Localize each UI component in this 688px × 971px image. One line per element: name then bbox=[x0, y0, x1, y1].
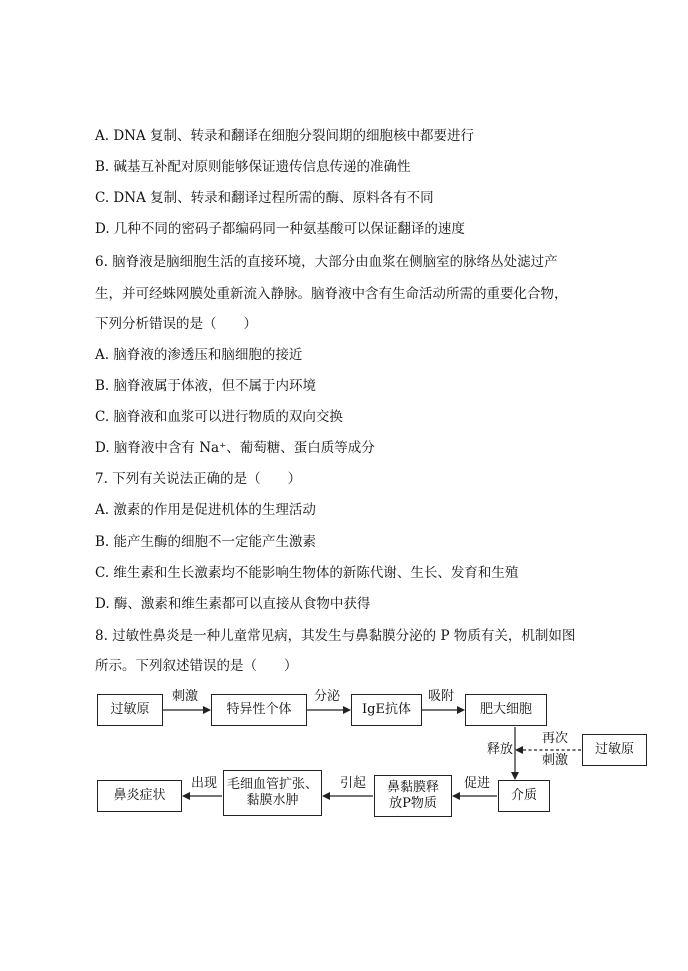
label-stimulate: 刺激 bbox=[172, 689, 199, 704]
option-6b: B. 脑脊液属于体液，但不属于内环境 bbox=[95, 378, 317, 394]
question-6-line-1: 6. 脑脊液是脑细胞生活的直接环境，大部分由血浆在侧脑室的脉络丛处滤过产 bbox=[95, 254, 558, 270]
box-ige-antibody-label: IgE抗体 bbox=[362, 702, 411, 717]
label-secrete: 分泌 bbox=[314, 689, 341, 704]
question-8-line-2: 所示。下列叙述错误的是（ ） bbox=[95, 658, 298, 674]
box-rhinitis-symptoms-label: 鼻炎症状 bbox=[113, 788, 166, 803]
label-appear: 出现 bbox=[191, 776, 218, 791]
label-release: 释放 bbox=[487, 742, 514, 757]
option-5c: C. DNA 复制、转录和翻译过程所需的酶、原料各有不同 bbox=[95, 190, 434, 206]
option-6c: C. 脑脊液和血浆可以进行物质的双向交换 bbox=[95, 409, 343, 425]
box-allergen-again-label: 过敏原 bbox=[594, 742, 634, 757]
question-7: 7. 下列有关说法正确的是（ ） bbox=[95, 471, 302, 487]
box-specific-individual bbox=[211, 694, 307, 726]
box-allergen-label: 过敏原 bbox=[110, 702, 150, 717]
label-stimulate-again: 刺激 bbox=[542, 753, 569, 768]
box-ige-antibody bbox=[351, 694, 422, 726]
box-specific-individual-label: 特异性个体 bbox=[226, 702, 292, 717]
box-allergen bbox=[97, 694, 163, 726]
option-7d: D. 酶、激素和维生素都可以直接从食物中获得 bbox=[95, 596, 371, 612]
box-p-substance-release bbox=[374, 775, 452, 817]
option-6a: A. 脑脊液的渗透压和脑细胞的接近 bbox=[95, 347, 303, 363]
option-6d: D. 脑脊液中含有 Na⁺、葡萄糖、蛋白质等成分 bbox=[95, 440, 375, 456]
box-capillary-dilation bbox=[223, 770, 322, 816]
question-8-line-1: 8. 过敏性鼻炎是一种儿童常见病，其发生与鼻黏膜分泌的 P 物质有关，机制如图 bbox=[95, 628, 576, 644]
label-adsorb: 吸附 bbox=[428, 689, 455, 704]
box-p-substance-release-line-1: 鼻黏膜释 bbox=[386, 780, 439, 795]
box-mast-cell-label: 肥大细胞 bbox=[479, 702, 532, 717]
label-again: 再次 bbox=[542, 731, 569, 746]
option-7a: A. 激素的作用是促进机体的生理活动 bbox=[95, 502, 316, 518]
option-7c: C. 维生素和生长激素均不能影响生物体的新陈代谢、生长、发育和生殖 bbox=[95, 565, 519, 581]
question-6-line-3: 下列分析错误的是（ ） bbox=[95, 316, 257, 332]
box-mast-cell bbox=[465, 694, 547, 726]
box-allergen-again bbox=[582, 734, 647, 766]
box-capillary-dilation-line-2: 黏膜水肿 bbox=[246, 793, 299, 808]
box-rhinitis-symptoms bbox=[97, 780, 182, 812]
box-capillary-dilation-line-1: 毛细血管扩张、 bbox=[226, 777, 318, 792]
option-5a: A. DNA 复制、转录和翻译在细胞分裂间期的细胞核中都要进行 bbox=[95, 128, 475, 144]
box-mediator-label: 介质 bbox=[510, 788, 537, 803]
box-p-substance-release-line-2: 放P物质 bbox=[389, 796, 437, 811]
option-7b: B. 能产生酶的细胞不一定能产生激素 bbox=[95, 534, 317, 550]
question-6-line-2: 生，并可经蛛网膜处重新流入静脉。脑脊液中含有生命活动所需的重要化合物， bbox=[95, 286, 568, 302]
label-cause: 引起 bbox=[340, 776, 367, 791]
option-5d: D. 几种不同的密码子都编码同一种氨基酸可以保证翻译的速度 bbox=[95, 221, 465, 237]
box-mediator bbox=[498, 780, 550, 812]
option-5b: B. 碱基互补配对原则能够保证遗传信息传递的准确性 bbox=[95, 159, 411, 175]
label-promote: 促进 bbox=[464, 776, 491, 791]
